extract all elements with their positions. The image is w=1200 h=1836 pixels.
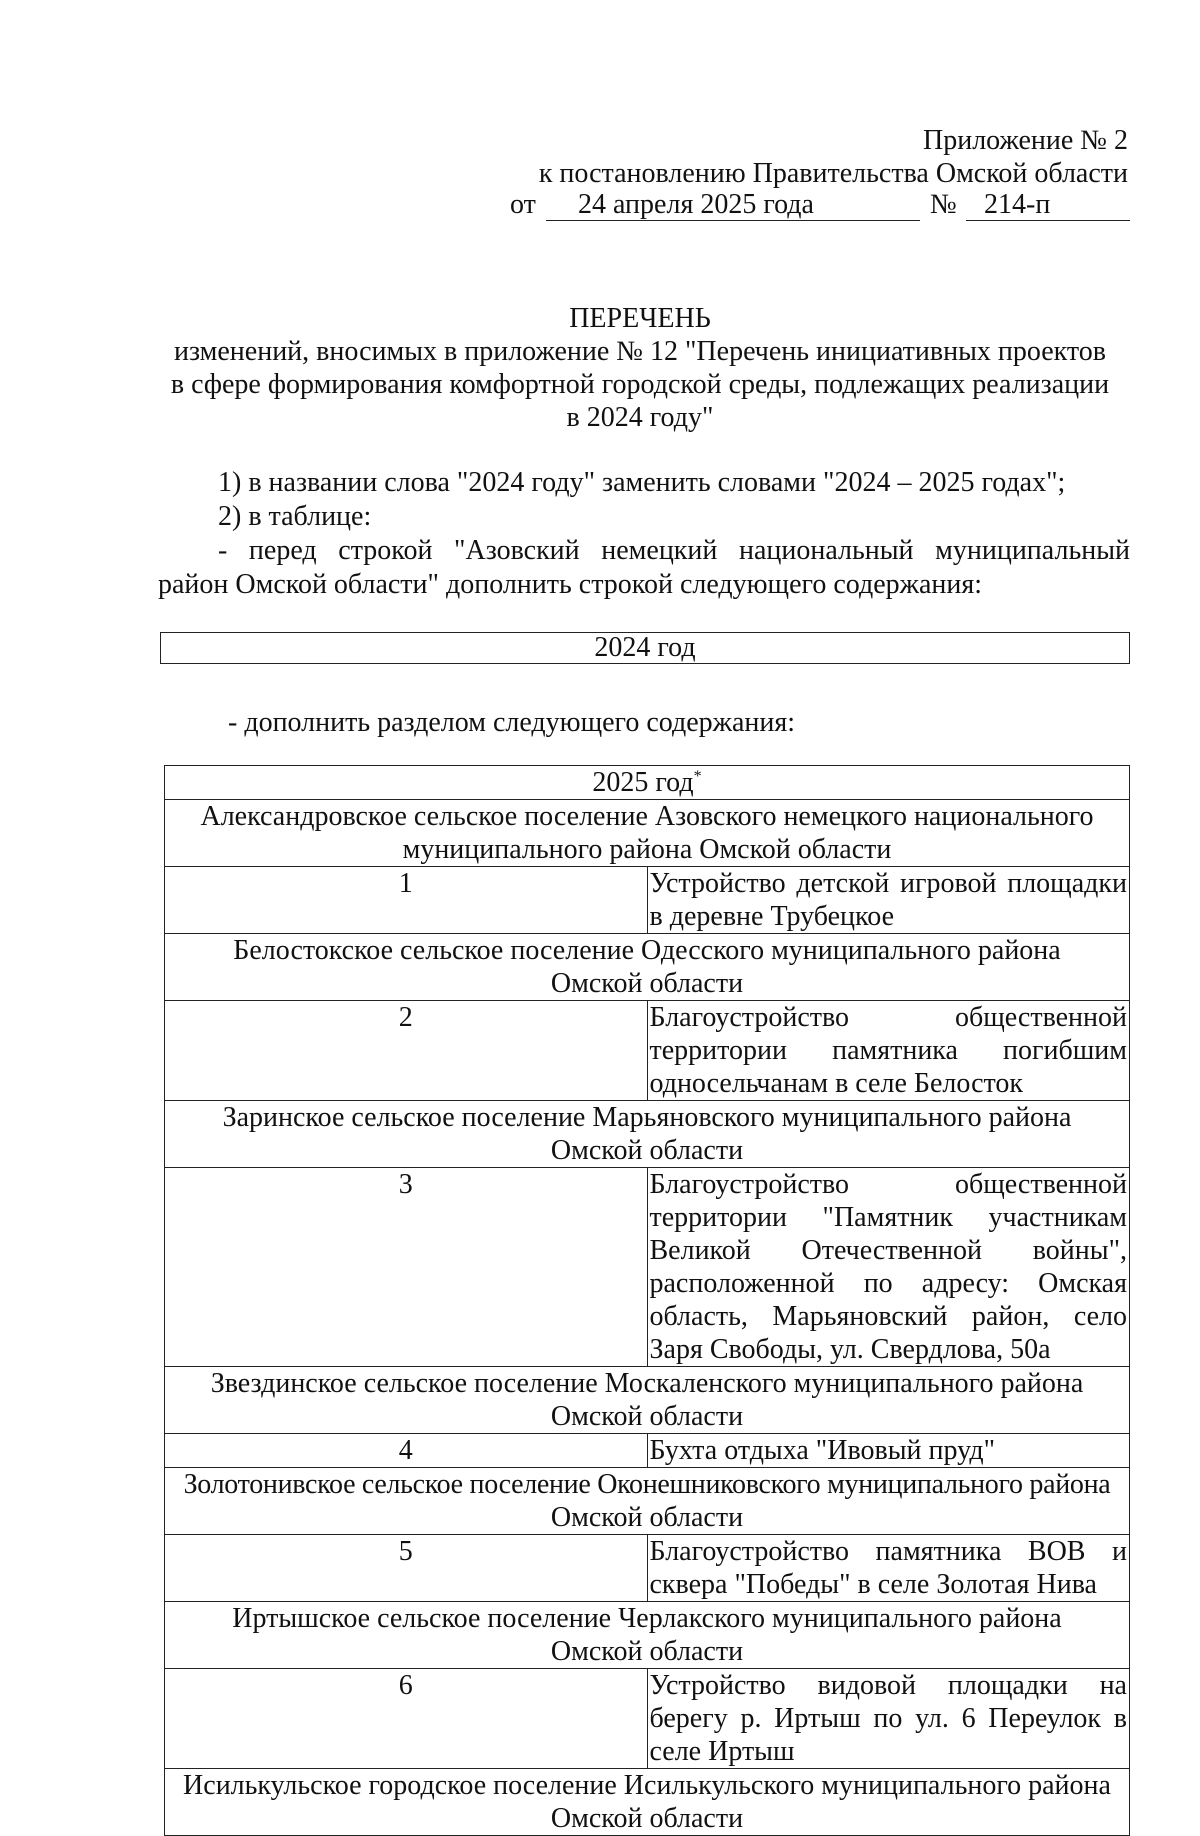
number-field	[966, 188, 1130, 221]
title-line-1: изменений, вносимых в приложение № 12 "Перечень инициативных проектов	[174, 336, 1106, 367]
project-number: 4	[165, 1434, 648, 1468]
project-name: Бухта отдыха "Ивовый пруд"	[647, 1434, 1130, 1468]
settlement-name: Золотонивское сельское поселение Оконешниковского муниципального района	[183, 1469, 1111, 1500]
project-name: Благоустройство общественной территории "Памятник участникам Великой Отечественной войны", расположенной по адресу: Омская область, Марьяновский район, село Заря Свободы, ул. Свердлова, 50а	[647, 1168, 1130, 1367]
project-row	[165, 867, 1130, 934]
project-number: 1	[165, 867, 648, 934]
project-number: 6	[165, 1669, 648, 1769]
project-name: Устройство детской игровой площадки в деревне Трубецкое	[647, 867, 1130, 934]
number-label: №	[930, 189, 957, 220]
project-row	[165, 1001, 1130, 1101]
project-row	[165, 1168, 1130, 1367]
document-title	[150, 302, 1130, 434]
settlement-name-cont: Омской области	[550, 1502, 744, 1533]
settlement-row	[165, 1367, 1130, 1434]
project-row	[165, 1535, 1130, 1602]
year-2025-label: 2025 год	[592, 767, 694, 798]
settlement-name-cont: Омской области	[550, 1401, 744, 1432]
settlement-name-cont: Омской области	[550, 1803, 744, 1834]
appendix-number: Приложение № 2	[923, 125, 1128, 156]
settlement-cell	[165, 1367, 1130, 1434]
appendix-header	[539, 124, 1128, 190]
project-row	[165, 1669, 1130, 1769]
year-2024-label: 2024 год	[594, 632, 696, 663]
settlement-name: Звездинское сельское поселение Москаленского муниципального района	[210, 1368, 1084, 1399]
settlement-cell	[165, 1101, 1130, 1168]
project-number: 2	[165, 1001, 648, 1101]
settlement-name: Иртышское сельское поселение Черлакского муниципального района	[232, 1603, 1062, 1634]
from-label: от	[510, 189, 536, 220]
date-field	[546, 188, 920, 221]
year-2024-row	[160, 632, 1130, 664]
change-item-2: 2) в таблице:	[218, 501, 372, 532]
settlement-name-cont: муниципального района Омской области	[402, 834, 892, 865]
settlement-name: Исилькульское городское поселение Исилькульского муниципального района	[183, 1770, 1111, 1801]
settlement-row	[165, 1468, 1130, 1535]
settlement-cell	[165, 1468, 1130, 1535]
change-item-4: - дополнить разделом следующего содержания:	[228, 707, 796, 738]
settlement-row	[165, 1101, 1130, 1168]
title-heading: ПЕРЕЧЕНЬ	[569, 303, 711, 334]
title-line-3: в 2024 году"	[566, 402, 714, 433]
order-date-number-line	[510, 188, 1130, 224]
project-name: Благоустройство памятника ВОВ и сквера "Победы" в селе Золотая Нива	[647, 1535, 1130, 1602]
project-number: 3	[165, 1168, 648, 1367]
settlement-row	[165, 1769, 1130, 1836]
settlement-row	[165, 1602, 1130, 1669]
settlement-name-cont: Омской области	[550, 1636, 744, 1667]
order-date: 24 апреля 2025 года	[578, 189, 814, 220]
title-line-2: в сфере формирования комфортной городской среды, подлежащих реализации	[170, 369, 1110, 400]
year-2025-cell	[165, 766, 1130, 800]
settlement-cell	[165, 800, 1130, 867]
change-item-1: 1) в названии слова "2024 году" заменить словами "2024 – 2025 годах";	[218, 467, 1066, 498]
year-2025-row	[165, 766, 1130, 800]
project-row	[165, 1434, 1130, 1468]
settlement-row	[165, 800, 1130, 867]
settlement-name-cont: Омской области	[550, 968, 744, 999]
appendix-reference: к постановлению Правительства Омской области	[538, 158, 1128, 189]
order-number: 214-п	[984, 189, 1051, 220]
project-name: Устройство видовой площадки на берегу р. Иртыш по ул. 6 Переулок в селе Иртыш	[647, 1669, 1130, 1769]
settlement-name: Заринское сельское поселение Марьяновского муниципального района	[222, 1102, 1072, 1133]
project-name: Благоустройство общественной территории памятника погибшим односельчанам в селе Белосток	[647, 1001, 1130, 1101]
projects-table	[164, 765, 1130, 1836]
settlement-cell	[165, 934, 1130, 1001]
settlement-cell	[165, 1769, 1130, 1836]
settlement-name-cont: Омской области	[550, 1135, 744, 1166]
change-item-3-line-2: район Омской области" дополнить строкой следующего содержания:	[158, 569, 983, 600]
project-number: 5	[165, 1535, 648, 1602]
settlement-name: Александровское сельское поселение Азовского немецкого национального	[200, 801, 1094, 832]
settlement-name: Белостокское сельское поселение Одесского муниципального района	[233, 935, 1061, 966]
settlement-cell	[165, 1602, 1130, 1669]
change-item-3-line-1: - перед строкой "Азовский немецкий национальный муниципальный	[218, 535, 1130, 566]
settlement-row	[165, 934, 1130, 1001]
footnote-mark: *	[693, 768, 702, 785]
